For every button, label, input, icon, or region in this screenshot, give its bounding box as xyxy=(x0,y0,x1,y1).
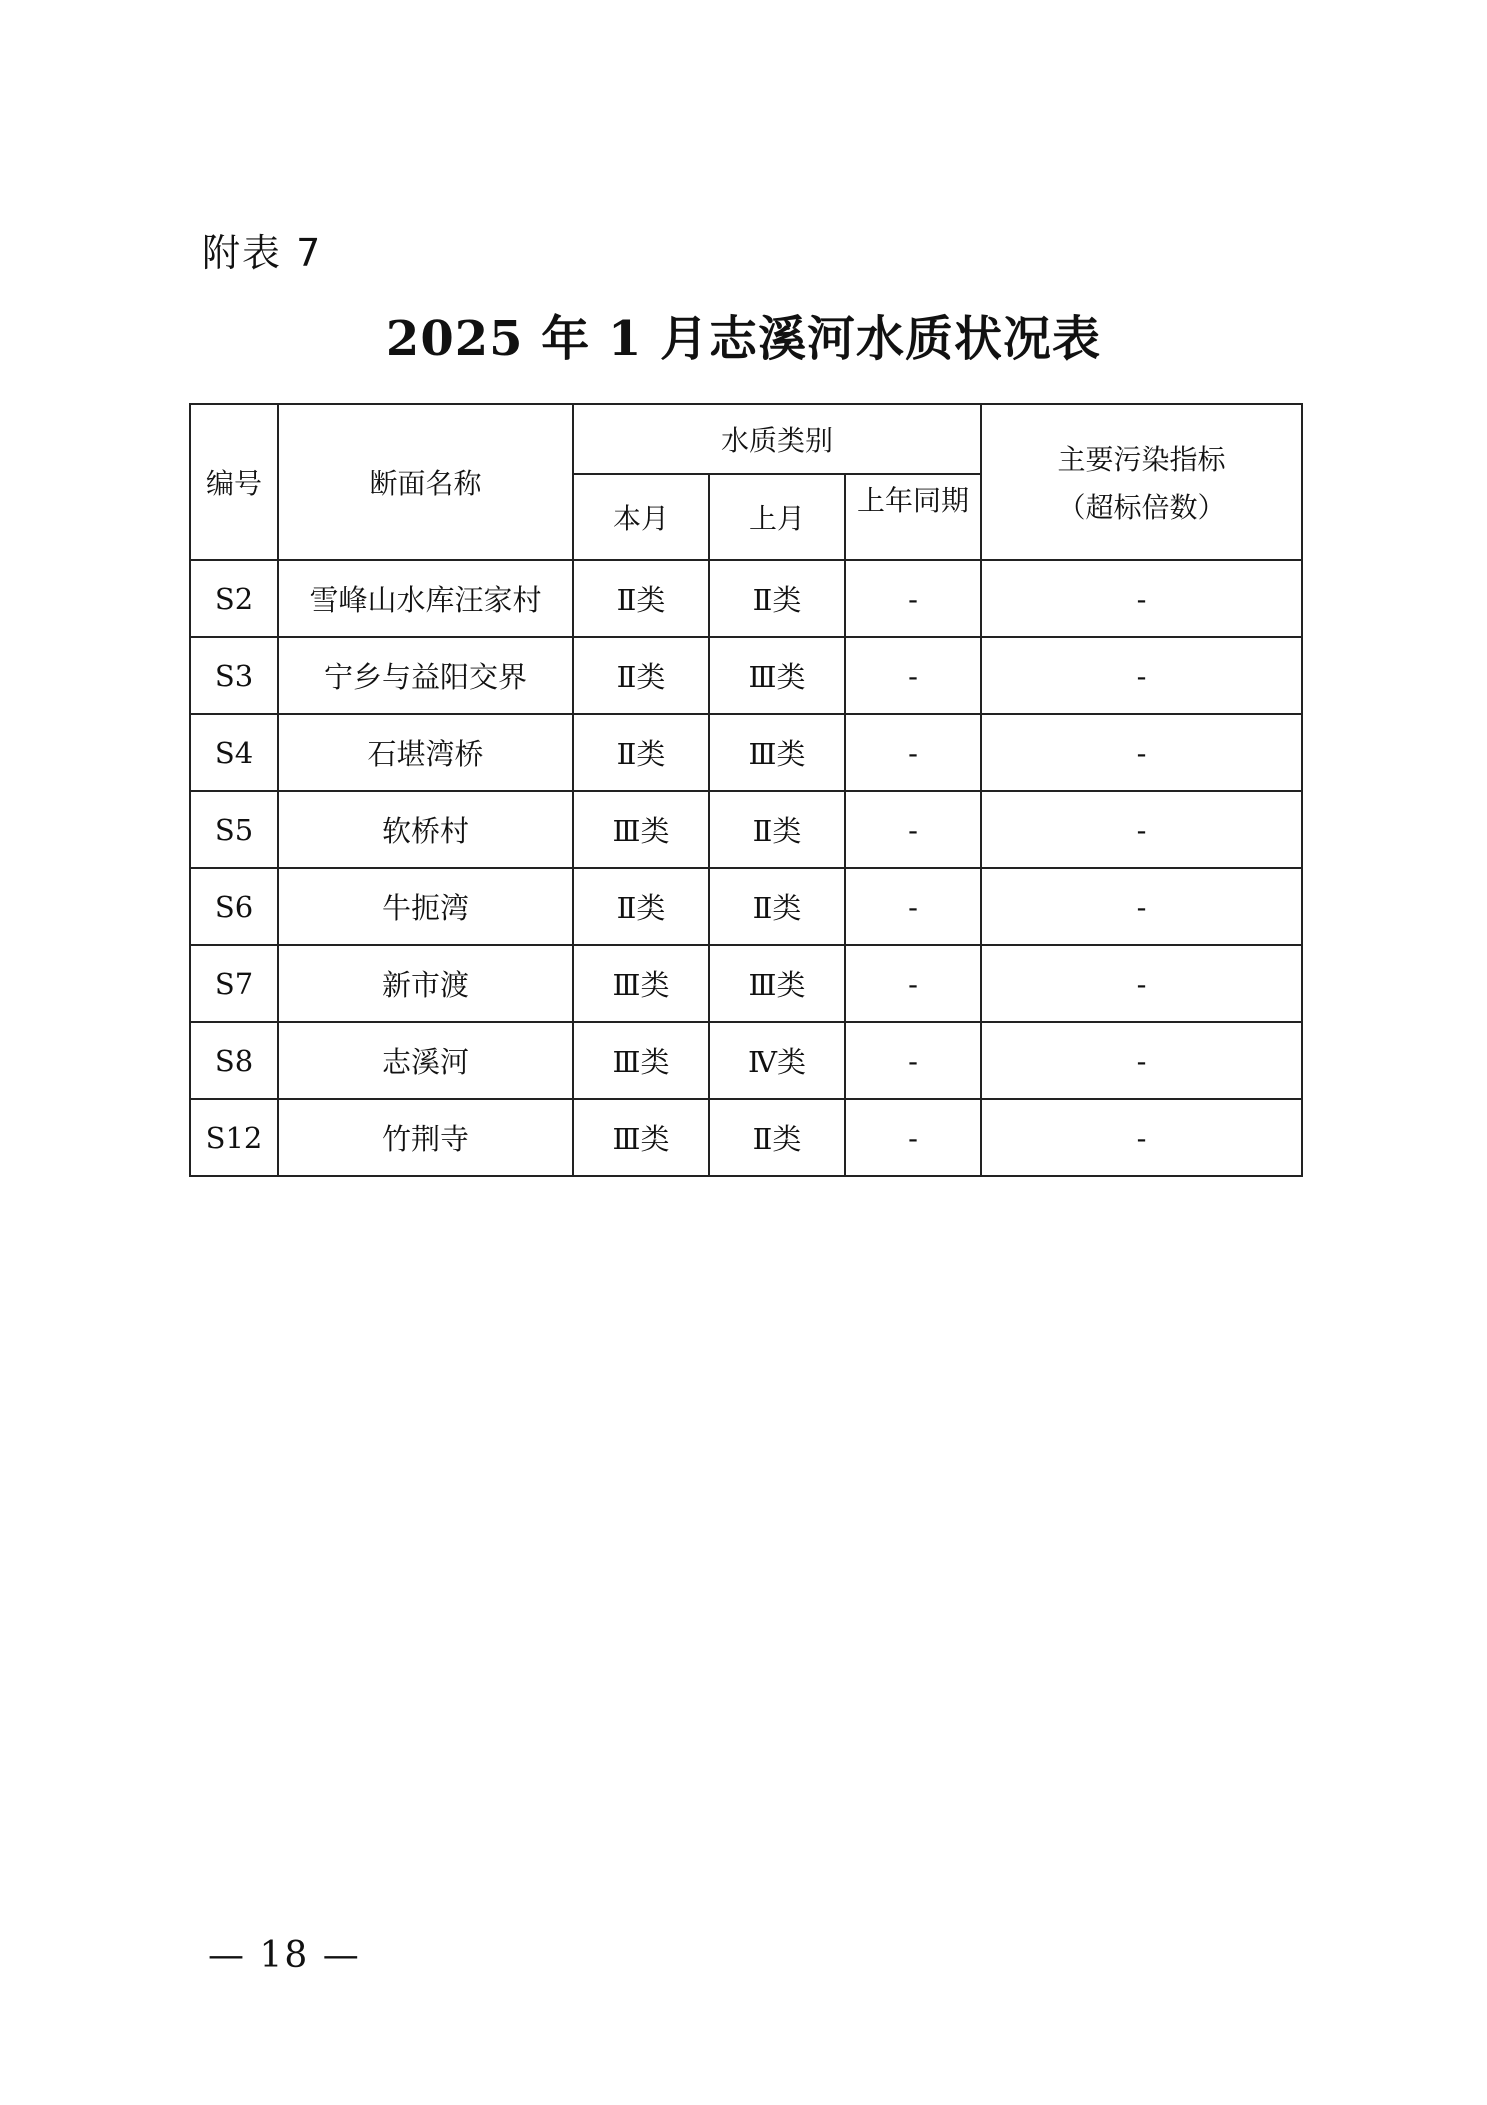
row-same-period-last-year: - xyxy=(845,560,981,637)
table-row xyxy=(190,1099,1302,1176)
row-last-month: Ⅲ类 xyxy=(709,637,845,714)
row-section-name: 新市渡 xyxy=(278,945,573,1022)
row-section-name: 竹荆寺 xyxy=(278,1099,573,1176)
row-code: S3 xyxy=(190,637,278,714)
row-this-month: Ⅲ类 xyxy=(573,945,709,1022)
row-main-pollutants: - xyxy=(981,945,1302,1022)
row-code: S6 xyxy=(190,868,278,945)
header-same-period-last-year xyxy=(845,474,981,560)
row-main-pollutants: - xyxy=(981,637,1302,714)
row-last-month: Ⅳ类 xyxy=(709,1022,845,1099)
row-same-period-last-year: - xyxy=(845,637,981,714)
table-row xyxy=(190,1022,1302,1099)
appendix-label: 附表 7 xyxy=(202,231,323,275)
row-main-pollutants: - xyxy=(981,1022,1302,1099)
row-section-name: 牛扼湾 xyxy=(278,868,573,945)
row-code: S8 xyxy=(190,1022,278,1099)
row-same-period-last-year: - xyxy=(845,791,981,868)
row-last-month: Ⅲ类 xyxy=(709,714,845,791)
row-main-pollutants: - xyxy=(981,791,1302,868)
row-code: S4 xyxy=(190,714,278,791)
header-code: 编号 xyxy=(190,404,278,560)
header-section-name: 断面名称 xyxy=(278,404,573,560)
header-same-period-label: 上年同期 xyxy=(857,484,970,517)
row-main-pollutants: - xyxy=(981,560,1302,637)
header-exceed-multiple-label: （超标倍数） xyxy=(1057,491,1226,524)
row-main-pollutants: - xyxy=(981,714,1302,791)
page-number: — 18 — xyxy=(208,1935,361,1976)
row-last-month: Ⅱ类 xyxy=(709,791,845,868)
row-this-month: Ⅱ类 xyxy=(573,714,709,791)
row-same-period-last-year: - xyxy=(845,945,981,1022)
table-row xyxy=(190,560,1302,637)
water-quality-table xyxy=(189,403,1303,1177)
row-same-period-last-year: - xyxy=(845,1099,981,1176)
table-row xyxy=(190,637,1302,714)
header-main-pollutants xyxy=(981,404,1302,560)
row-section-name: 雪峰山水库汪家村 xyxy=(278,560,573,637)
row-code: S2 xyxy=(190,560,278,637)
row-same-period-last-year: - xyxy=(845,1022,981,1099)
row-section-name: 宁乡与益阳交界 xyxy=(278,637,573,714)
row-this-month: Ⅱ类 xyxy=(573,637,709,714)
row-code: S12 xyxy=(190,1099,278,1176)
row-last-month: Ⅲ类 xyxy=(709,945,845,1022)
table-row xyxy=(190,868,1302,945)
row-this-month: Ⅲ类 xyxy=(573,1022,709,1099)
header-last-month: 上月 xyxy=(709,474,845,560)
row-section-name: 石堪湾桥 xyxy=(278,714,573,791)
header-main-pollutants-label: 主要污染指标 xyxy=(1057,443,1226,476)
page-title: 2025 年 1 月志溪河水质状况表 xyxy=(385,311,1102,367)
row-this-month: Ⅱ类 xyxy=(573,868,709,945)
row-same-period-last-year: - xyxy=(845,714,981,791)
row-this-month: Ⅲ类 xyxy=(573,1099,709,1176)
header-water-quality-class: 水质类别 xyxy=(573,404,981,474)
table-row xyxy=(190,791,1302,868)
row-last-month: Ⅱ类 xyxy=(709,560,845,637)
row-this-month: Ⅱ类 xyxy=(573,560,709,637)
row-last-month: Ⅱ类 xyxy=(709,868,845,945)
row-code: S5 xyxy=(190,791,278,868)
header-this-month: 本月 xyxy=(573,474,709,560)
row-main-pollutants: - xyxy=(981,1099,1302,1176)
row-code: S7 xyxy=(190,945,278,1022)
row-main-pollutants: - xyxy=(981,868,1302,945)
row-same-period-last-year: - xyxy=(845,868,981,945)
row-section-name: 志溪河 xyxy=(278,1022,573,1099)
table-row xyxy=(190,945,1302,1022)
table-row xyxy=(190,714,1302,791)
row-last-month: Ⅱ类 xyxy=(709,1099,845,1176)
row-this-month: Ⅲ类 xyxy=(573,791,709,868)
row-section-name: 软桥村 xyxy=(278,791,573,868)
